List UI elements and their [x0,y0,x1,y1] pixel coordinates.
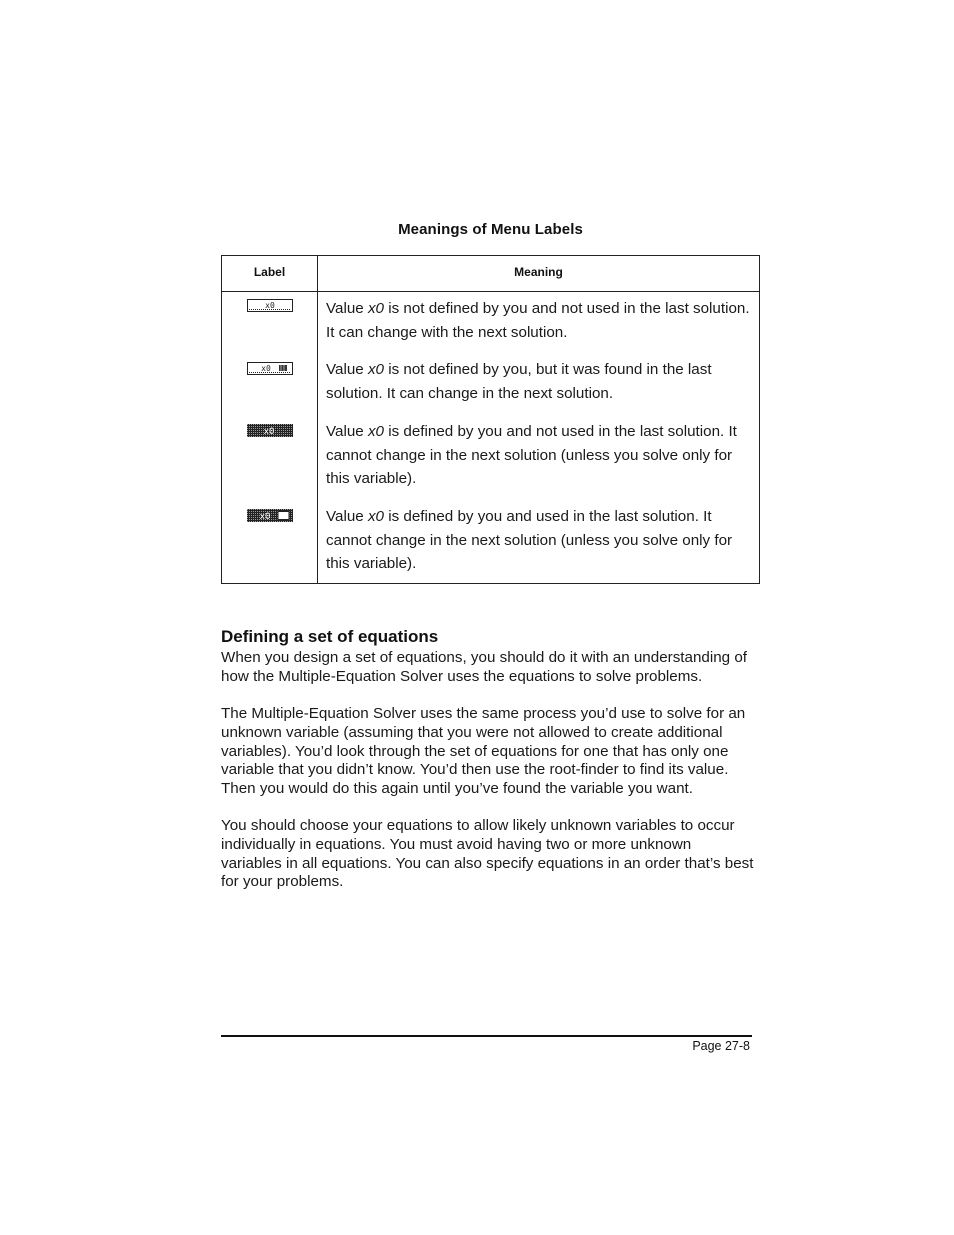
table-title: Meanings of Menu Labels [398,221,583,238]
paragraph-3: You should choose your equations to allow likely unknown variables to occur individually in equations. You must avoid having two or more unknown variables in all equations. You can also specify equations in an order that’s best for your problems. [221,817,754,891]
x0-label-defined-icon [247,424,291,435]
meaning-row-3: Value x0 is defined by you and not used in the last solution. It cannot change in the next solution (unless you solve only for this variable). [326,423,737,487]
column-divider [317,256,318,583]
section-heading: Defining a set of equations [221,627,439,646]
meaning-row-4: Value x0 is defined by you and used in the last solution. It cannot change in the next solution (unless you solve only for this variable). [326,508,733,572]
x0-label-plain-icon [247,299,291,310]
column-header-meaning: Meaning [514,265,563,279]
svg-text:x0: x0 [265,301,275,310]
x0-label-defined-used-icon [247,509,291,520]
meaning-row-1: Value x0 is not defined by you and not used in the last solution. It can change with the next solution. [326,300,750,341]
paragraph-2: The Multiple-Equation Solver uses the same process you’d use to solve for an unknown variable (assuming that you were not allowed to create additional variables). You’d look through the set of equations for one that has only one variable that you didn’t know. You’d then use the root-finder to find its value. Then you would do this again until you’ve found the variable you want. [221,705,746,798]
column-header-label: Label [253,265,286,279]
paragraph-1: When you design a set of equations, you should do it with an understanding of how the Multiple-Equation Solver uses the equations to solve problems. [221,649,748,685]
svg-text:x0: x0 [259,512,271,522]
meaning-row-2: Value x0 is not defined by you, but it was found in the last solution. It can change in the next solution. [326,361,712,402]
x0-label-found-icon [247,362,291,373]
header-divider [222,291,759,292]
svg-text:x0: x0 [261,364,271,373]
menu-labels-table [221,255,760,584]
svg-text:x0: x0 [263,427,275,437]
page-number: Page 27-8 [692,1039,750,1053]
footer-rule [221,1035,752,1037]
